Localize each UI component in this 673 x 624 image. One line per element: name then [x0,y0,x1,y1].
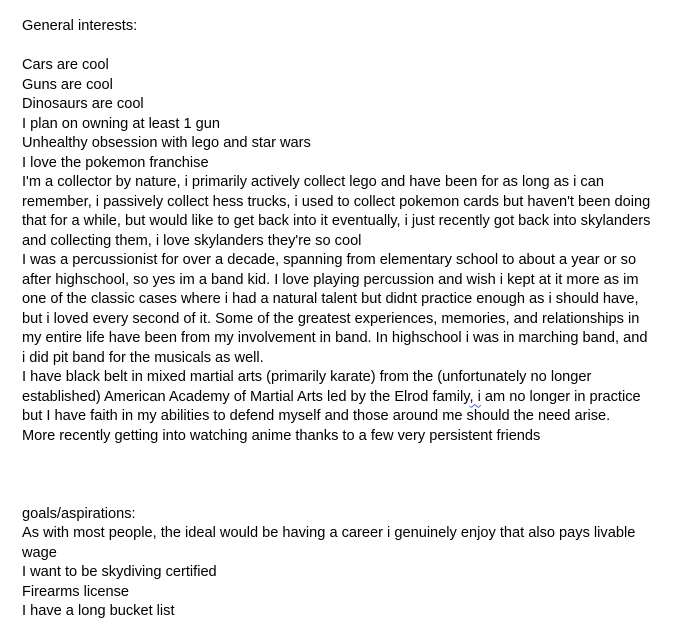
blank-line [22,37,652,57]
interest-item-martial-arts [22,368,652,427]
martial-arts-text-start: I have black belt in mixed martial arts (primarily karate) from the (unfortunately no longer established) American Academy of Martial Arts led by the Elrod family [22,369,592,405]
document-body[interactable] [22,17,652,622]
interests-heading: General interests: [22,18,138,34]
interest-item-cars: Cars are cool [22,57,109,73]
goal-item-skydiving: I want to be skydiving certified [22,564,217,580]
interest-item-anime: More recently getting into watching anime thanks to a few very persistent friends [22,427,541,444]
interest-item-lego-star-wars: Unhealthy obsession with lego and star wars [22,135,311,151]
goal-item-firearms: Firearms license [22,583,130,600]
interest-item-collector: I'm a collector by nature, i primarily actively collect lego and have been for as long as i can remember, i passively collect hess trucks, i used to collect pokemon cards but haven't been doing that for a while, but would like to get back into it eventually, i just recently got back into skylanders and collecting them, i love skylanders they're so cool [22,174,651,249]
spelling-flag-underline[interactable]: , i [469,388,481,405]
blank-lines [22,446,652,505]
interest-item-guns: Guns are cool [22,76,113,93]
goals-heading: goals/aspirations: [22,505,136,522]
goal-item-bucket-list: I have a long bucket list [22,603,175,619]
goal-item-career: As with most people, the ideal would be having a career i genuinely enjoy that also pays livable wage [22,525,636,561]
martial-arts-text-end: am no longer in practice but I have faith in my abilities to defend myself and those around me should the need arise. [22,388,641,424]
interest-item-pokemon: I love the pokemon franchise [22,154,209,171]
interest-item-dinosaurs: Dinosaurs are cool [22,96,144,112]
interest-item-gun-plan: I plan on owning at least 1 gun [22,115,220,132]
interest-item-percussion: I was a percussionist for over a decade, spanning from elementary school to about a year or so after highschool, so yes im a band kid. I love playing percussion and wish i kept at it more as im one of the classic cases where i had a natural talent but didnt practice enough as i should have, but i loved every second of it. Some of the greatest experiences, memories, and relationships in my entire life have been from my involvement in band. In highschool i was in marching band, and i did pit band for the musicals as well. [22,252,648,366]
